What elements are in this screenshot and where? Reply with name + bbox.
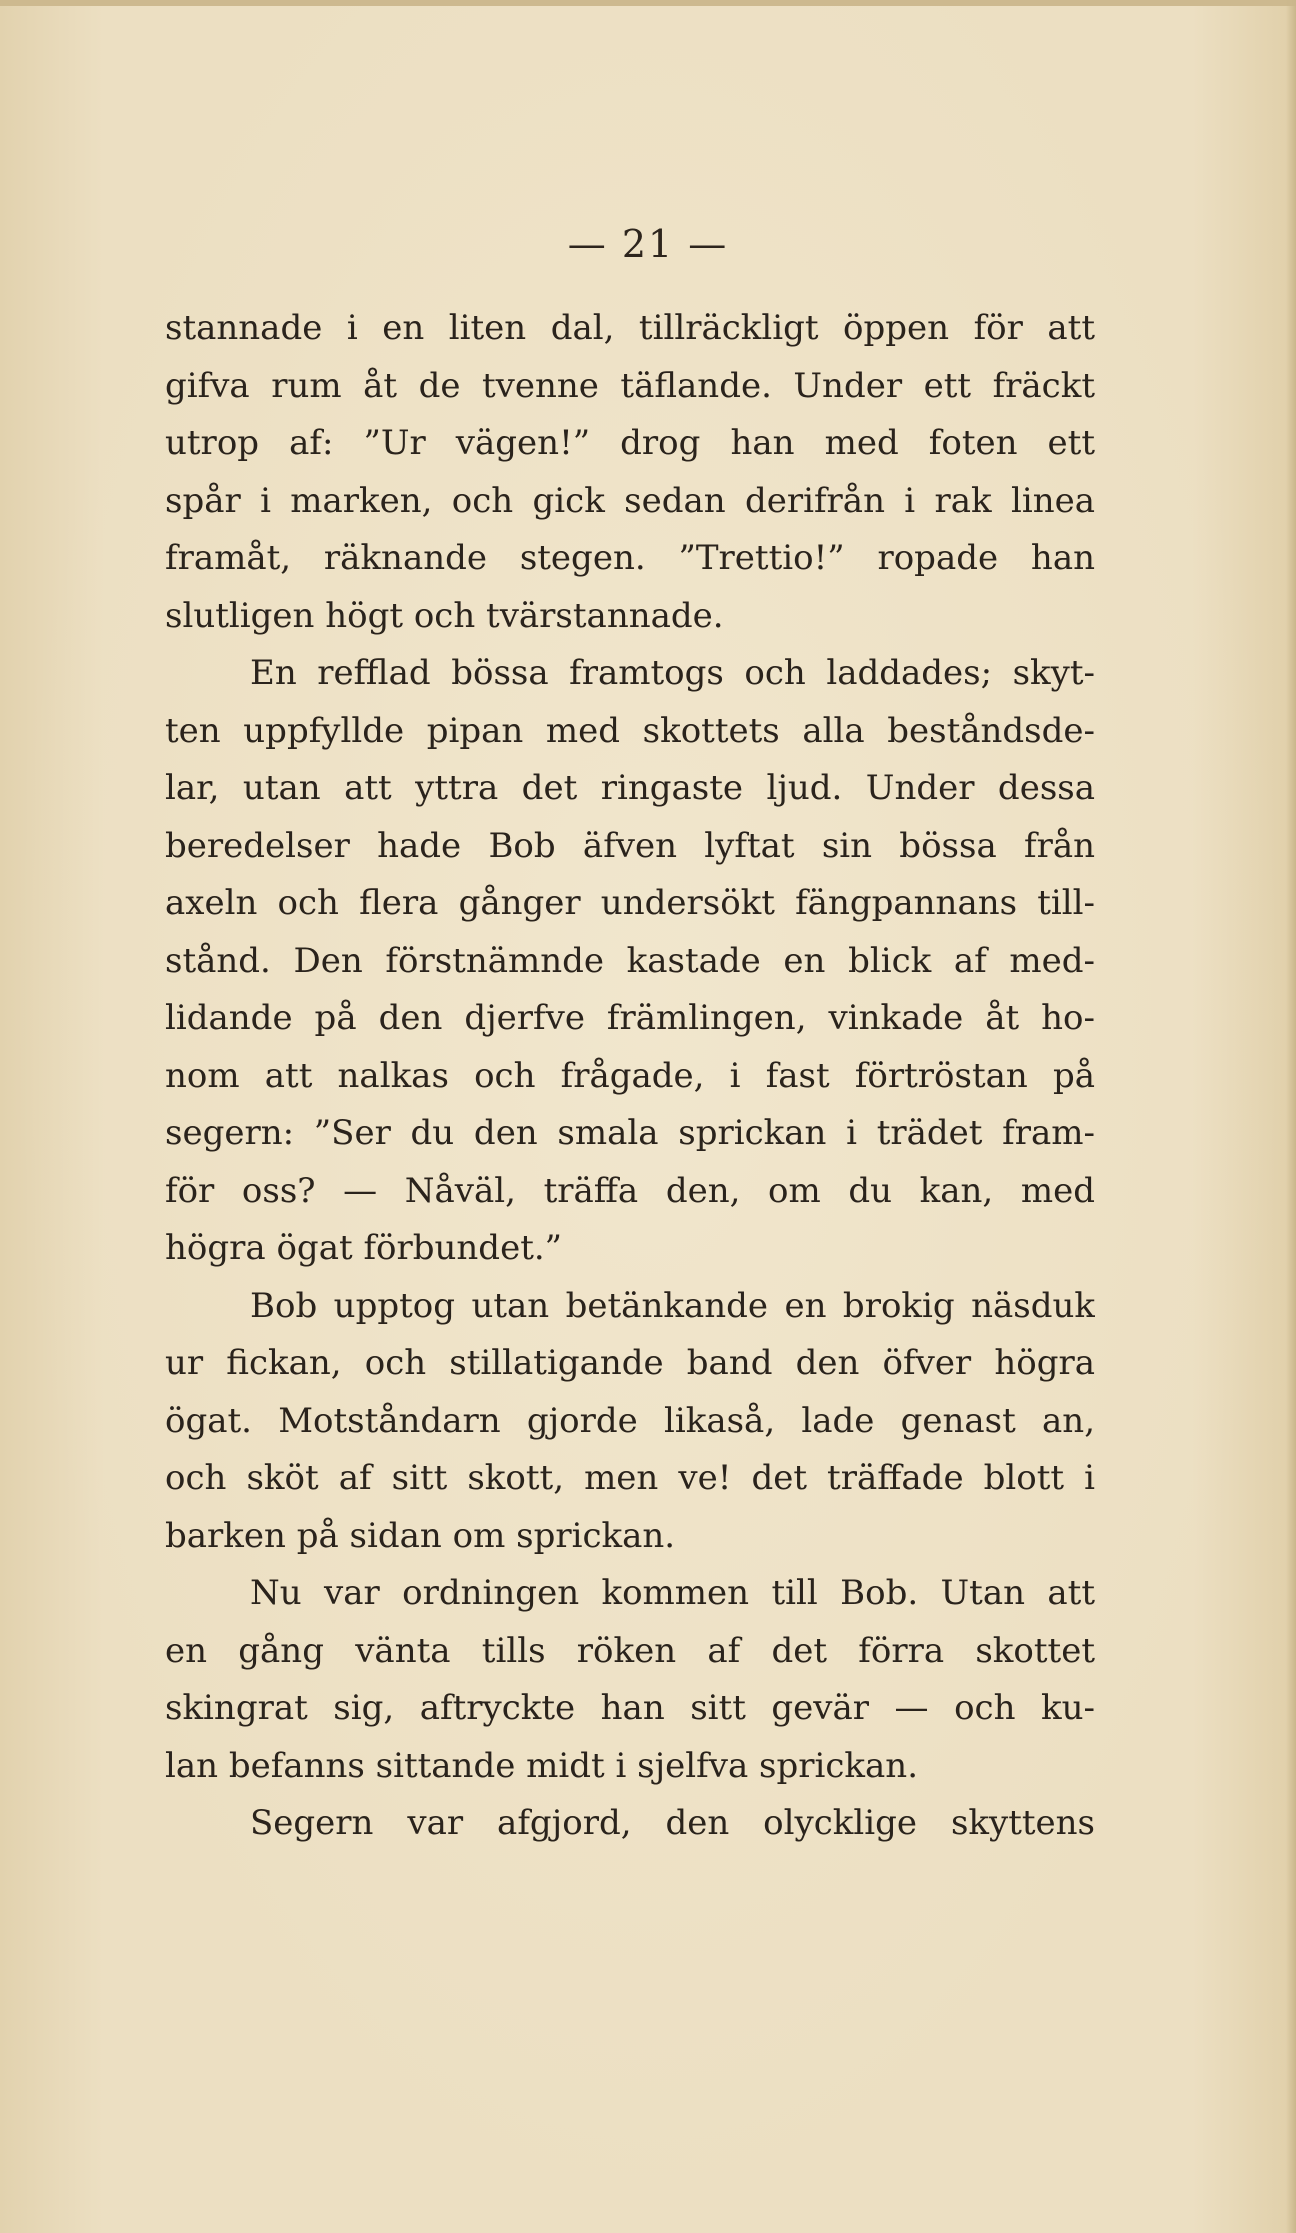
text-line: ur fickan, och stillatigande band den öfver högra — [165, 1343, 1095, 1383]
text-line: axeln och flera gånger undersökt fängpannans till- — [165, 883, 1095, 923]
text-line: En refflad bössa framtogs och laddades; skyt- — [250, 653, 1095, 693]
text-line: stånd. Den förstnämnde kastade en blick af med- — [165, 940, 1095, 981]
text-line: lar, utan att yttra det ringaste ljud. Under dessa — [165, 768, 1095, 808]
text-line: spår i marken, och gick sedan derifrån i rak linea — [165, 480, 1095, 521]
page-right-edge — [1286, 0, 1296, 2233]
text-line: slutligen högt och tvärstannade. — [165, 595, 724, 636]
text-line: ten uppfyllde pipan med skottets alla beståndsde- — [165, 710, 1095, 751]
text-line: lidande på den djerfve främlingen, vinkade åt ho- — [165, 998, 1095, 1038]
text-line: och sköt af sitt skott, men ve! det träffade blott i — [165, 1458, 1095, 1498]
text-line: Nu var ordningen kommen till Bob. Utan att — [250, 1573, 1095, 1613]
text-line: framåt, räknande stegen. ”Trettio!” ropade han — [165, 538, 1095, 578]
text-line: nom att nalkas och frågade, i fast förtröstan på — [165, 1055, 1095, 1096]
text-line: lan befanns sittande midt i sjelfva sprickan. — [165, 1745, 918, 1786]
text-line: en gång vänta tills röken af det förra skottet — [165, 1630, 1095, 1671]
page-top-edge — [0, 0, 1296, 6]
text-line: gifva rum åt de tvenne täflande. Under ett fräckt — [165, 365, 1095, 406]
text-line: barken på sidan om sprickan. — [165, 1515, 676, 1556]
page-number: — 21 — — [567, 222, 729, 266]
text-line: Bob upptog utan betänkande en brokig näsduk — [250, 1285, 1095, 1326]
text-line: ögat. Motståndarn gjorde likaså, lade genast an, — [165, 1400, 1095, 1441]
text-line: högra ögat förbundet.” — [165, 1228, 563, 1268]
text-line: segern: ”Ser du den smala sprickan i trädet fram- — [165, 1113, 1095, 1153]
text-line: stannade i en liten dal, tillräckligt öppen för att — [165, 308, 1095, 348]
text-line: Segern var afgjord, den olycklige skyttens — [250, 1803, 1095, 1843]
text-line: för oss? — Nåväl, träffa den, om du kan, med — [165, 1170, 1095, 1211]
text-line: skingrat sig, aftryckte han sitt gevär — och ku- — [165, 1688, 1095, 1728]
body-text — [165, 300, 1095, 1853]
text-line: beredelser hade Bob äfven lyftat sin bössa från — [165, 825, 1095, 866]
text-line: utrop af: ”Ur vägen!” drog han med foten ett — [165, 423, 1095, 463]
